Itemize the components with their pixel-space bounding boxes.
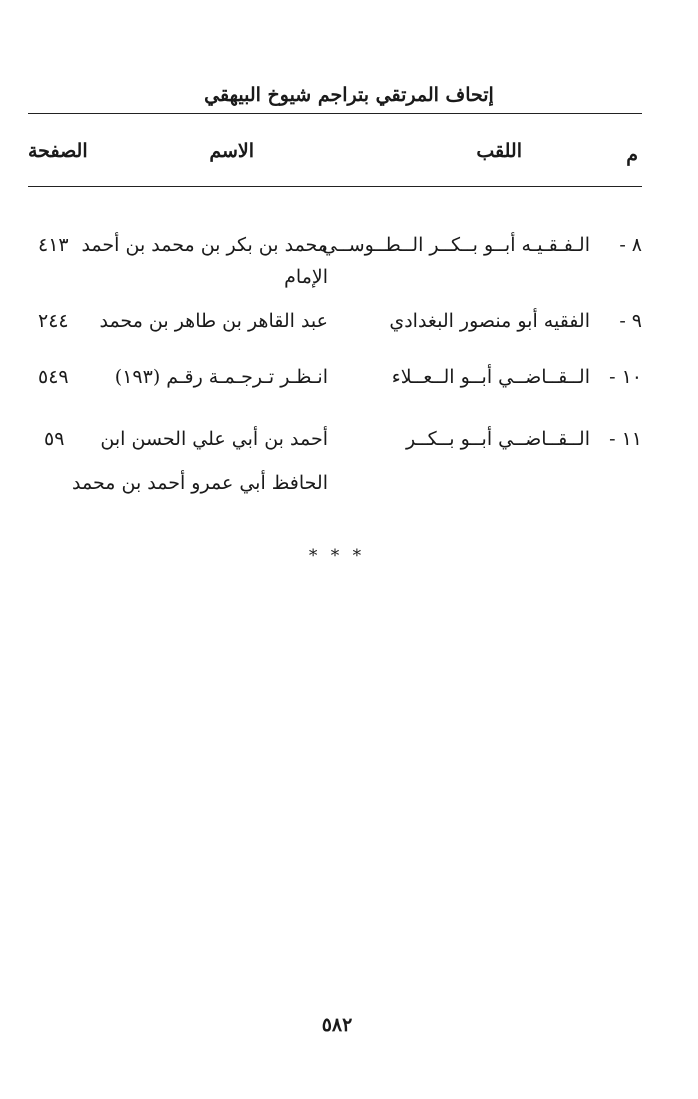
section-separator: * * * <box>308 546 366 566</box>
column-header-name: الاسم <box>209 140 254 162</box>
row-name-line: الإمام <box>284 266 328 288</box>
row-title: الفقيه أبو منصور البغدادي <box>389 310 590 332</box>
row-number: ١٠ - <box>609 366 642 388</box>
row-page: ٥٤٩ <box>38 366 69 388</box>
row-name-line: الحافظ أبي عمرو أحمد بن محمد <box>72 472 328 494</box>
row-page: ٢٤٤ <box>38 310 69 332</box>
header-rule-bottom <box>28 186 642 187</box>
column-header-page: الصفحة <box>28 140 88 162</box>
row-title: الـفـقـيـه أبــو بــكــر الــطــوســي <box>321 234 590 256</box>
row-page: ٤١٣ <box>38 234 69 256</box>
row-number: ٨ - <box>619 234 642 256</box>
row-page: ٥٩ <box>44 428 65 450</box>
row-name-line: محمد بن بكر بن محمد بن أحمد <box>81 234 328 256</box>
row-number: ٩ - <box>619 310 642 332</box>
row-title: الــقــاضــي أبــو الــعــلاء <box>391 366 590 388</box>
running-head: إتحاف المرتقي بتراجم شيوخ البيهقي <box>204 84 494 106</box>
column-header-title: اللقب <box>476 140 522 162</box>
page-number: ٥٨٢ <box>321 1014 353 1036</box>
header-rule-top <box>28 113 642 114</box>
row-name-line: عبد القاهر بن طاهر بن محمد <box>99 310 328 332</box>
column-header-number: م <box>626 144 638 166</box>
row-name-line: أحمد بن أبي علي الحسن ابن <box>100 428 328 450</box>
row-number: ١١ - <box>609 428 642 450</box>
row-name-line: انـظـر تـرجـمـة رقـم (١٩٣) <box>114 366 328 388</box>
row-title: الــقــاضــي أبــو بــكــر <box>406 428 590 450</box>
